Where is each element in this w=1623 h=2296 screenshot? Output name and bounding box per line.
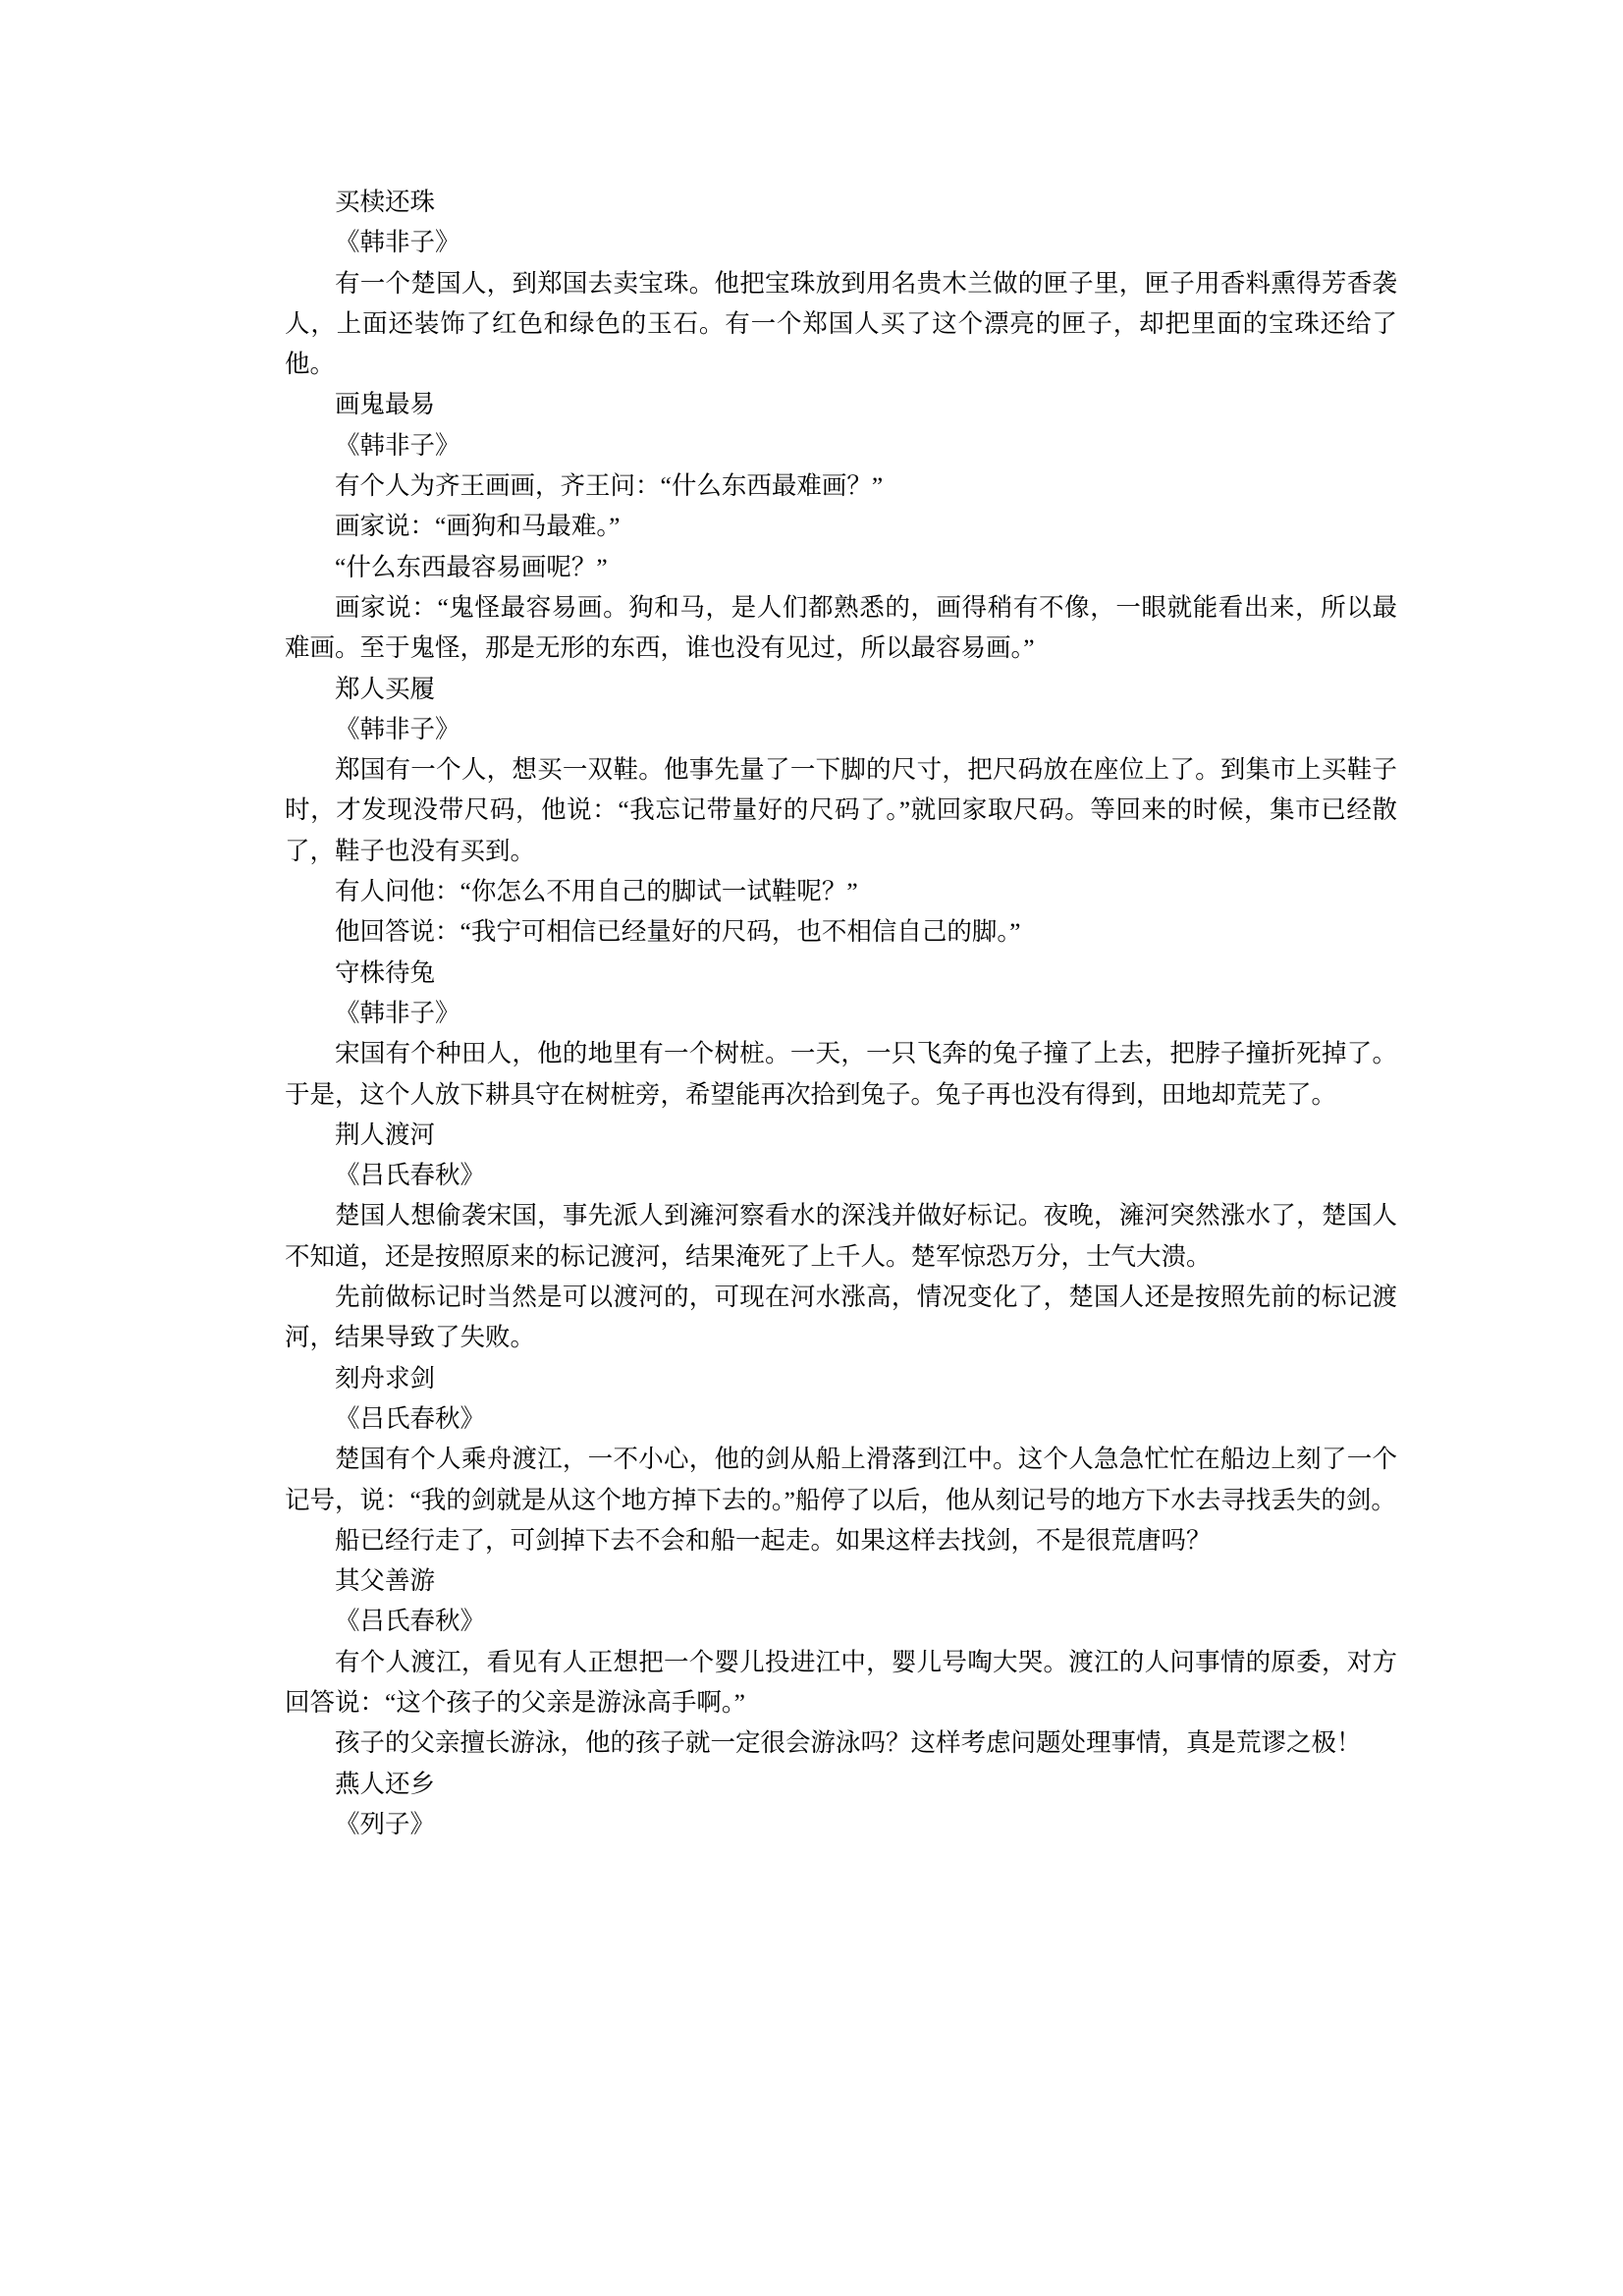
paragraph: 宋国有个种田人，他的地里有一个树桩。一天，一只飞奔的兔子撞了上去，把脖子撞折死掉了。于是，这个人放下耕具守在树桩旁，希望能再次拾到兔子。兔子再也没有得到，田地却荒芜了。 — [285, 1039, 1397, 1109]
paragraph: 楚国有个人乘舟渡江，一不小心，他的剑从船上滑落到江中。这个人急急忙忙在船边上刻了一个记号，说：“我的剑就是从这个地方掉下去的。”船停了以后，他从刻记号的地方下水去寻找丢失的剑。 — [285, 1445, 1397, 1514]
story-title: 买椟还珠 — [335, 188, 436, 216]
paragraph: 先前做标记时当然是可以渡河的，可现在河水涨高，情况变化了，楚国人还是按照先前的标记渡河，结果导致了失败。 — [285, 1283, 1397, 1352]
story-source: 《吕氏春秋》 — [335, 1161, 486, 1190]
story-title: 守株待兔 — [335, 957, 436, 987]
story-source: 《韩非子》 — [335, 228, 460, 257]
paragraph: 有人问他：“你怎么不用自己的脚试一试鞋呢？” — [335, 877, 858, 906]
paragraph: 他回答说：“我宁可相信已经量好的尺码，也不相信自己的脚。” — [335, 917, 1021, 947]
story-source: 《韩非子》 — [335, 714, 460, 743]
story-source: 《列子》 — [335, 1809, 436, 1838]
story-title: 刻舟求剑 — [335, 1363, 436, 1393]
paragraph: 船已经行走了，可剑掉下去不会和船一起走。如果这样去找剑，不是很荒唐吗？ — [335, 1525, 1212, 1555]
story-title: 郑人买履 — [335, 674, 436, 703]
paragraph: 有一个楚国人，到郑国去卖宝珠。他把宝珠放到用名贵木兰做的匣子里，匣子用香料熏得芳香袭人，上面还装饰了红色和绿色的玉石。有一个郑国人买了这个漂亮的匣子，却把里面的宝珠还给了他。 — [285, 268, 1397, 379]
paragraph: “什么东西最容易画呢？” — [335, 552, 608, 581]
story-source: 《吕氏春秋》 — [335, 1403, 486, 1433]
paragraph: 有个人为齐王画画，齐王问：“什么东西最难画？” — [335, 471, 884, 501]
paragraph: 画家说：“鬼怪最容易画。狗和马，是人们都熟悉的，画得稍有不像，一眼就能看出来，所以最难画。至于鬼怪，那是无形的东西，谁也没有见过，所以最容易画。” — [285, 592, 1397, 663]
story-source: 《韩非子》 — [335, 430, 460, 460]
paragraph: 楚国人想偷袭宋国，事先派人到澭河察看水的深浅并做好标记。夜晚，澭河突然涨水了，楚国人不知道，还是按照原来的标记渡河，结果淹死了上千人。楚军惊恐万分，士气大溃。 — [285, 1201, 1397, 1271]
paragraph: 有个人渡江，看见有人正想把一个婴儿投进江中，婴儿号啕大哭。渡江的人问事情的原委，对方回答说：“这个孩子的父亲是游泳高手啊。” — [285, 1647, 1397, 1717]
story-source: 《韩非子》 — [335, 998, 460, 1027]
paragraph: 孩子的父亲擅长游泳，他的孩子就一定很会游泳吗？这样考虑问题处理事情，真是荒谬之极！ — [335, 1728, 1362, 1758]
paragraph: 画家说：“画狗和马最难。” — [335, 512, 621, 541]
paragraph: 郑国有一个人，想买一双鞋。他事先量了一下脚的尺寸，把尺码放在座位上了。到集市上买鞋子时，才发现没带尺码，他说：“我忘记带量好的尺码了。”就回家取尺码。等回来的时候，集市已经散了，鞋子也没有买到。 — [285, 755, 1397, 865]
story-title: 燕人还乡 — [335, 1769, 436, 1798]
story-title: 荆人渡河 — [335, 1120, 436, 1149]
story-title: 其父善游 — [335, 1566, 436, 1596]
story-title: 画鬼最易 — [335, 390, 436, 419]
story-source: 《吕氏春秋》 — [335, 1607, 486, 1636]
document-body — [285, 182, 1397, 1844]
